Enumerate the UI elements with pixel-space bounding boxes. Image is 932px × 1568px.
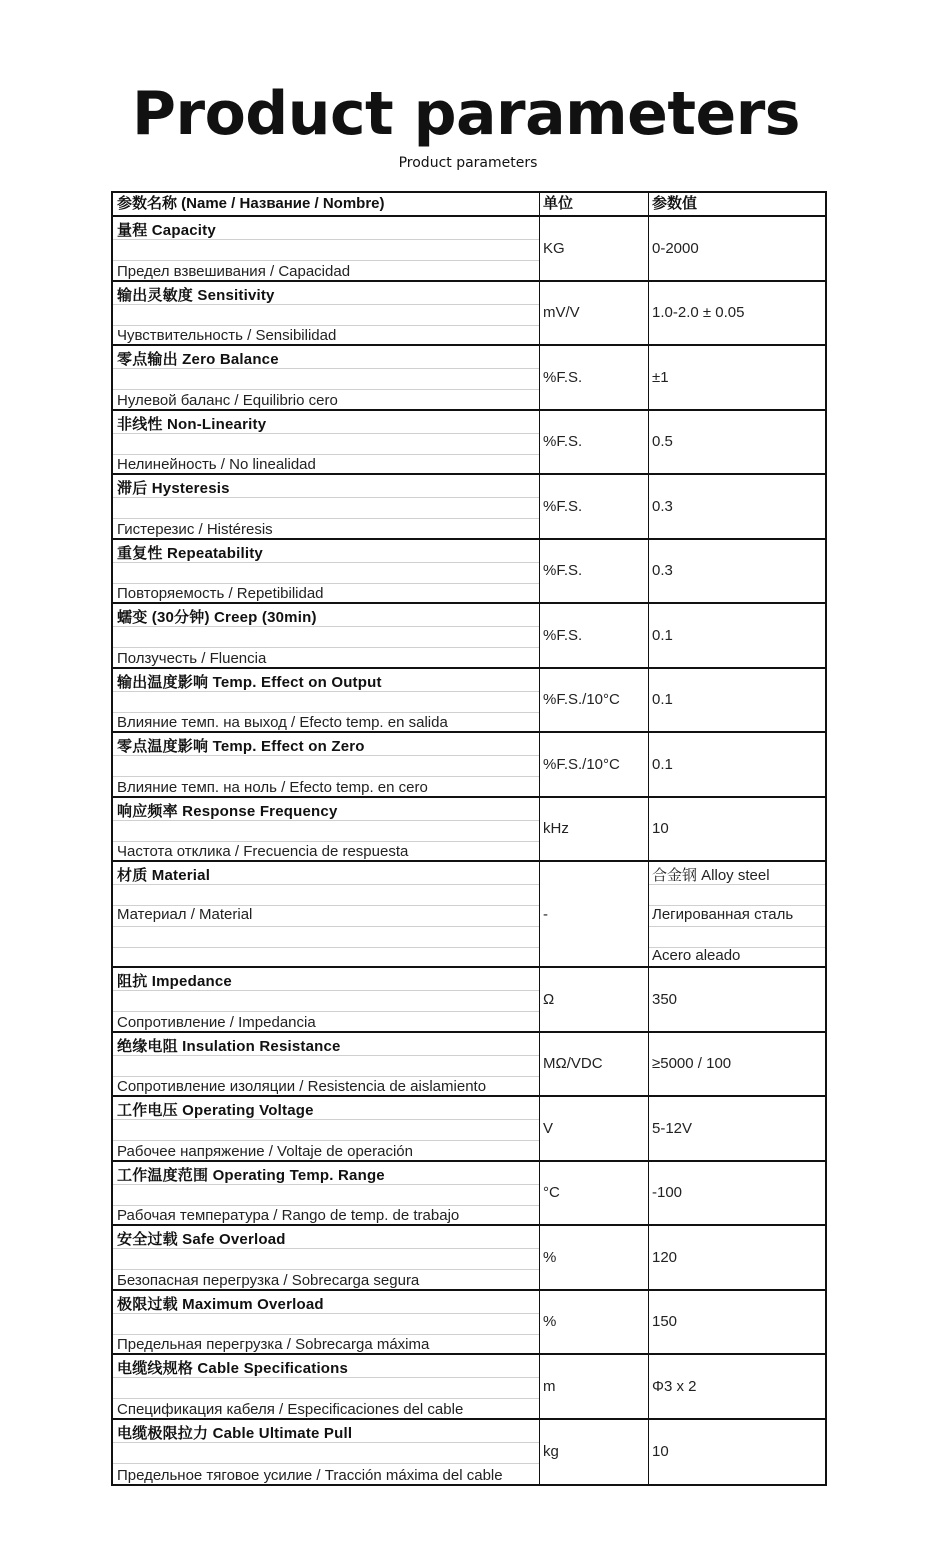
param-value: 10 <box>652 820 669 838</box>
param-unit: °C <box>540 1162 649 1225</box>
param-unit: %F.S./10°C <box>540 669 649 732</box>
header-value: 参数值 <box>652 195 698 212</box>
table-row <box>113 604 825 669</box>
guide-line <box>113 712 539 713</box>
param-name: 重复性 Repeatability <box>117 544 263 562</box>
guide-line <box>113 1140 539 1141</box>
table-row <box>113 346 825 411</box>
param-name-translation: Рабочая температура / Rango de temp. de trabajo <box>117 1207 460 1224</box>
param-name-translation: Повторяемость / Repetibilidad <box>117 585 324 602</box>
table-body <box>113 217 825 1484</box>
param-name-translation: Предельная перегрузка / Sobrecarga máxima <box>117 1336 430 1353</box>
param-name: 滞后 Hysteresis <box>117 480 230 497</box>
param-name: 电缆线规格 Cable Specifications <box>117 1360 349 1377</box>
param-unit: %F.S. <box>540 475 649 538</box>
param-name: 安全过载 Safe Overload <box>117 1231 286 1248</box>
param-unit: MΩ/VDC <box>540 1033 649 1096</box>
param-value: 5-12V <box>652 1119 693 1137</box>
param-value: 0.1 <box>652 626 673 644</box>
table-row <box>113 217 825 282</box>
param-name: 材质 Material <box>117 867 211 884</box>
param-value-line: Acero aleado <box>652 947 741 964</box>
param-name-cell <box>113 282 540 345</box>
param-name-translation: Ползучесть / Fluencia <box>117 649 267 667</box>
guide-line <box>649 926 825 927</box>
guide-line <box>113 647 539 648</box>
guide-line <box>113 260 539 261</box>
param-name-cell <box>113 475 540 538</box>
table-row <box>113 1226 825 1291</box>
param-unit: %F.S. <box>540 540 649 603</box>
guide-line <box>113 776 539 777</box>
param-name: 零点输出 Zero Balance <box>117 351 279 368</box>
param-value: 0.5 <box>652 433 673 451</box>
param-name-cell <box>113 1226 540 1289</box>
param-name: 输出灵敏度 Sensitivity <box>117 286 275 304</box>
table-row <box>113 798 825 863</box>
guide-line <box>113 454 539 455</box>
param-name-cell <box>113 217 540 280</box>
table-row <box>113 475 825 540</box>
guide-line <box>649 884 825 885</box>
param-name-cell <box>113 733 540 796</box>
header-name: 参数名称 (Name / Название / Nombre) <box>113 193 540 215</box>
param-name-translation: Нулевой баланс / Equilibrio cero <box>117 391 338 409</box>
param-name-cell <box>113 1097 540 1160</box>
param-name-translation: Гистерезис / Histéresis <box>117 520 273 538</box>
param-name-translation: Материал / Material <box>117 906 253 923</box>
param-name: 蠕变 (30分钟) Creep (30min) <box>117 609 317 626</box>
param-name-cell <box>113 540 540 603</box>
param-name-translation: Сопротивление / Impedancia <box>117 1013 316 1031</box>
page-title: Product parameters <box>132 79 800 149</box>
guide-line <box>113 1463 539 1464</box>
table-row <box>113 968 825 1033</box>
param-value: Φ3 x 2 <box>652 1377 697 1395</box>
param-value: 0.1 <box>652 691 673 709</box>
param-value: ≥5000 / 100 <box>652 1055 732 1073</box>
param-name: 工作温度范围 Operating Temp. Range <box>117 1166 385 1184</box>
param-value: 0.3 <box>652 562 673 580</box>
param-value <box>649 862 825 966</box>
guide-line <box>113 926 539 927</box>
param-name: 非线性 Non-Linearity <box>117 415 267 433</box>
guide-line <box>113 325 539 326</box>
param-name: 工作电压 Operating Voltage <box>117 1102 314 1119</box>
guide-line <box>113 1205 539 1206</box>
param-unit: - <box>540 862 649 966</box>
param-unit: %F.S. <box>540 411 649 474</box>
param-value: 0-2000 <box>652 239 699 257</box>
guide-line <box>113 1334 539 1335</box>
param-unit: mV/V <box>540 282 649 345</box>
param-name-cell <box>113 968 540 1031</box>
param-name-translation: Влияние темп. на ноль / Efecto temp. en cero <box>117 778 428 796</box>
table-row <box>113 411 825 476</box>
table-row <box>113 1097 825 1162</box>
param-name: 响应频率 Response Frequency <box>117 802 338 820</box>
param-value: 0.3 <box>652 497 673 515</box>
param-unit: %F.S./10°C <box>540 733 649 796</box>
param-name: 零点温度影响 Temp. Effect on Zero <box>117 738 365 755</box>
param-name: 电缆极限拉力 Cable Ultimate Pull <box>117 1424 353 1442</box>
param-name-cell <box>113 669 540 732</box>
table-header <box>113 193 825 217</box>
table-row <box>113 862 825 968</box>
guide-line <box>113 389 539 390</box>
param-name-cell <box>113 411 540 474</box>
param-name-translation: Спецификация кабеля / Especificaciones del cable <box>117 1400 464 1418</box>
param-name-cell <box>113 862 540 966</box>
page-subtitle: Product parameters <box>398 155 538 171</box>
param-value-lines <box>652 862 825 966</box>
param-value: 0.1 <box>652 755 673 773</box>
header-unit: 单位 <box>540 193 649 215</box>
guide-line <box>113 841 539 842</box>
guide-line <box>649 947 825 948</box>
param-name-translation: Предел взвешивания / Capacidad <box>117 262 351 280</box>
param-name-cell <box>113 604 540 667</box>
table-row <box>113 669 825 734</box>
param-unit: %F.S. <box>540 346 649 409</box>
param-value: 10 <box>652 1443 669 1461</box>
param-name-translation: Нелинейность / No linealidad <box>117 456 316 473</box>
param-value-line: Легированная сталь <box>652 906 794 923</box>
guide-line <box>113 518 539 519</box>
param-unit: % <box>540 1226 649 1289</box>
table-row <box>113 733 825 798</box>
param-value: -100 <box>652 1184 683 1202</box>
param-name-cell <box>113 1420 540 1485</box>
guide-line <box>649 905 825 906</box>
param-name-cell <box>113 346 540 409</box>
table-row <box>113 1162 825 1227</box>
table-row <box>113 540 825 605</box>
param-name-cell <box>113 1355 540 1418</box>
param-value: 150 <box>652 1313 678 1331</box>
guide-line <box>113 947 539 948</box>
param-unit: m <box>540 1355 649 1418</box>
param-unit: % <box>540 1291 649 1354</box>
param-name: 极限过载 Maximum Overload <box>117 1295 324 1313</box>
param-unit: V <box>540 1097 649 1160</box>
param-unit: %F.S. <box>540 604 649 667</box>
param-name-translation: Сопротивление изоляции / Resistencia de aislamiento <box>117 1078 487 1095</box>
table-row <box>113 1033 825 1098</box>
param-unit: KG <box>540 217 649 280</box>
param-name-translation: Рабочее напряжение / Voltaje de operación <box>117 1142 413 1160</box>
param-name-cell <box>113 798 540 861</box>
guide-line <box>113 1076 539 1077</box>
param-unit: Ω <box>540 968 649 1031</box>
guide-line <box>113 1398 539 1399</box>
param-name-cell <box>113 1162 540 1225</box>
param-name-cell <box>113 1033 540 1096</box>
param-value: 1.0-2.0 ± 0.05 <box>652 304 745 322</box>
guide-line <box>113 1269 539 1270</box>
param-unit: kHz <box>540 798 649 861</box>
param-name: 绝缘电阻 Insulation Resistance <box>117 1037 341 1055</box>
param-name-cell <box>113 1291 540 1354</box>
param-name-translation: Предельное тяговое усилие / Tracción máxima del cable <box>117 1467 503 1484</box>
table-row <box>113 1291 825 1356</box>
param-value-line: 合金钢 Alloy steel <box>652 867 770 884</box>
param-name-translation: Безопасная перегрузка / Sobrecarga segura <box>117 1271 420 1289</box>
param-value: ±1 <box>652 368 669 386</box>
guide-line <box>113 1011 539 1012</box>
param-name: 输出温度影响 Temp. Effect on Output <box>117 673 382 691</box>
parameters-table <box>111 191 827 1486</box>
table-row <box>113 1355 825 1420</box>
param-name-translation: Частота отклика / Frecuencia de respuesta <box>117 843 409 860</box>
guide-line <box>113 583 539 584</box>
param-name: 阻抗 Impedance <box>117 973 232 990</box>
param-value: 350 <box>652 990 678 1008</box>
param-name: 量程 Capacity <box>117 222 216 239</box>
table-row <box>113 1420 825 1485</box>
param-name-translation: Влияние темп. на выход / Efecto temp. en salida <box>117 714 448 731</box>
table-row <box>113 282 825 347</box>
param-value: 120 <box>652 1248 678 1266</box>
param-unit: kg <box>540 1420 649 1485</box>
param-name-translation: Чувствительность / Sensibilidad <box>117 327 337 344</box>
